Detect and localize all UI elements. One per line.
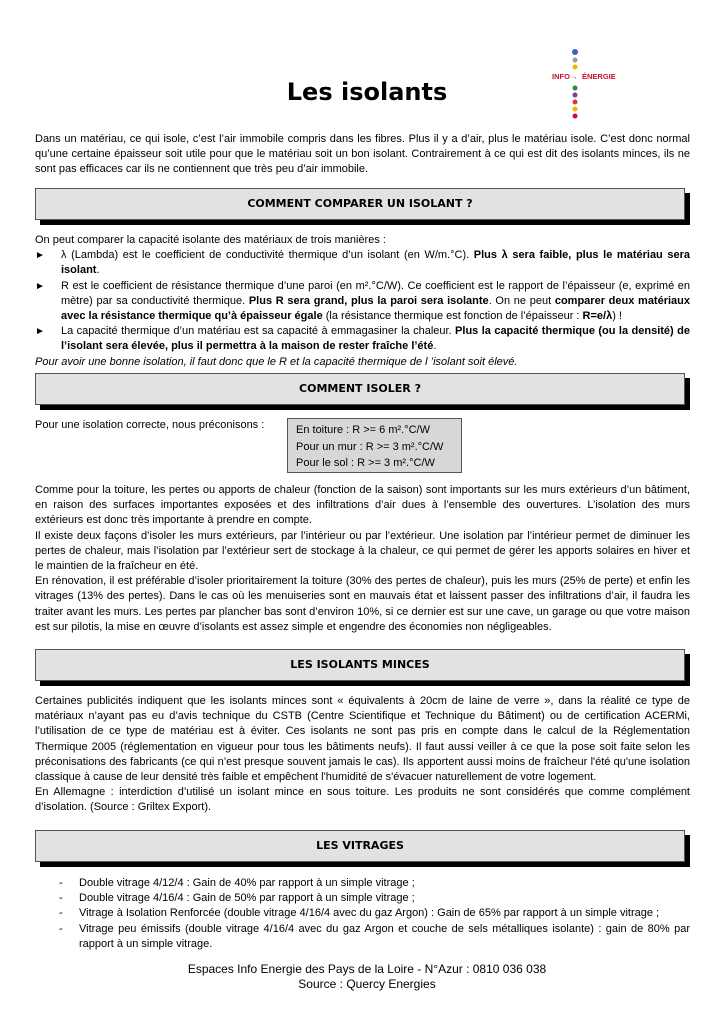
- bullet-resistance: ► R est le coefficient de résistance thermique d’une paroi (en m².°C/W). Ce coefficient est le rapport de l’épaisseur (e, exprimé en mètre) par sa conductivité thermique. Plus R sera grand, plus la paroi sera isolante. On ne peut comparer deux matériaux avec la résistance thermique qu’à épaisseur égale (la résistance thermique est fonction de l’épaisseur : R=e/λ) !: [35, 279, 690, 325]
- list-item: - Vitrage à Isolation Renforcée (double vitrage 4/16/4 avec du gaz Argon) : Gain de 65% par rapport à un simple vitrage ;: [57, 906, 690, 921]
- isoler-paragraph-1: Comme pour la toiture, les pertes ou apports de chaleur (fonction de la saison) sont importants sur les murs extérieurs d’un bâtiment, en raison des surfaces importantes exposées et des infiltrations d’air dues à l’ensemble des ouvertures. L’isolation des murs extérieurs est donc très importante à prendre en compte.: [35, 484, 690, 527]
- page-title: Les isolants: [286, 78, 448, 106]
- minces-paragraph-2: En Allemagne : interdiction d’utilisé un isolant mince en sous toiture. Les produits ne sont considérés que comme complément d’isolation. (Source : Griltex Export).: [35, 786, 690, 814]
- section-heading-compare: COMMENT COMPARER UN ISOLANT ?: [35, 188, 685, 220]
- vitrages-list-wrap: [57, 876, 690, 952]
- list-item: - Double vitrage 4/16/4 : Gain de 50% par rapport à un simple vitrage ;: [57, 891, 690, 906]
- compare-conclusion: Pour avoir une bonne isolation, il faut donc que le R et la capacité thermique de l ’isolant soit élevé.: [35, 355, 518, 368]
- section-compare-body: [35, 233, 690, 370]
- bullet-lambda: ► λ (Lambda) est le coefficient de conductivité thermique d’un isolant (en W/m.°C). Plus λ sera faible, plus le matériau sera isolant.: [35, 248, 690, 278]
- r-values-box: [287, 418, 462, 473]
- section-heading-minces: LES ISOLANTS MINCES: [35, 649, 685, 681]
- footer-contact: Espaces Info Energie des Pays de la Loire - N°Azur : 0810 036 038: [187, 962, 547, 976]
- bullet-lambda-bold: Plus λ sera faible, plus le matériau sera isolant: [61, 249, 691, 277]
- vitrages-list: [57, 876, 690, 952]
- logo-dot: [573, 65, 578, 70]
- section-isoler-body: [35, 483, 690, 635]
- r-value-floor: Pour le sol : R >= 3 m².°C/W: [296, 457, 435, 469]
- logo-text-info: INFO: [552, 72, 570, 81]
- logo-dot: [573, 58, 578, 63]
- list-item: - Vitrage peu émissifs (double vitrage 4/16/4 avec du gaz Argon et couche de sels métalliques isolante) : gain de 80% par rapport à un simple vitrage.: [57, 922, 690, 952]
- section-minces-body: [35, 694, 690, 816]
- footer-source: Source : Quercy Energies: [298, 977, 436, 991]
- bullet-capacity: ► La capacité thermique d’un matériau est sa capacité à emmagasiner la chaleur. Plus la capacité thermique (ou la densité) de l’isolant sera élevée, plus il permettra à la maison de rester fraîche l’été.: [35, 324, 690, 354]
- r-value-roof: En toiture : R >= 6 m².°C/W: [296, 424, 430, 436]
- logo-dot: [573, 114, 578, 119]
- isoler-lead: Pour une isolation correcte, nous préconisons :: [35, 419, 265, 431]
- intro-paragraph: Dans un matériau, ce qui isole, c’est l’air immobile compris dans les fibres. Plus il y a d’air, plus le matériau isole. C’est donc normal qu’une certaine épaisseur soit utile pour que le matériau soit un bon isolant. Contrairement à ce qui est dit des isolants minces, ils ne sont pas efficaces car ils ne contiennent que très peu d’air immobile.: [35, 133, 690, 176]
- section-heading-isoler: COMMENT ISOLER ?: [35, 373, 685, 405]
- section-heading-vitrages: LES VITRAGES: [35, 830, 685, 862]
- logo-arrow: →: [570, 72, 578, 81]
- isoler-paragraph-3: En rénovation, il est préférable d’isoler prioritairement la toiture (30% des pertes de chaleur), puis les murs (25% de perte) et enfin les vitrages (13% des pertes). Dans le cas où les menuiseries sont en mauvais état et laissent passer des infiltrations d’air, il faudra les traiter avant les murs. Les pertes par plancher bas sont d’environ 10%, si ce dernier est sur une cave, un garage ou que votre maison est sur pilotis, la mise en œuvre d’isolants est assez simple et engendre des économies non négligeables.: [35, 575, 690, 633]
- r-value-wall: Pour un mur : R >= 3 m².°C/W: [296, 440, 444, 453]
- logo-text-energie: ÉNERGIE: [582, 72, 616, 81]
- compare-lead: On peut comparer la capacité isolante des matériaux de trois manières :: [35, 234, 386, 246]
- list-item: - Double vitrage 4/12/4 : Gain de 40% par rapport à un simple vitrage ;: [57, 876, 690, 891]
- minces-paragraph-1: Certaines publicités indiquent que les isolants minces sont « équivalents à 20cm de laine de verre », dans la réalité ce type de matériaux n’ayant pas eu d’avis technique du CSTB (Centre Scientifique et Technique du Bâtiment) ou de certification ACERMi, l’utilisation de ce type de matériau est à éviter. Ces isolants ne sont pas pris en compte dans le calcul de la Réglementation Thermique 2005 (réglementation en vigueur pour tous les bâtiments neufs). Il faut aussi veiller à ce que la pose soit faite selon les préconisations des fabricants (ce qui n’est presque souvent jamais le cas). Ils apportent aussi moins de fraîcheur l'été qu'une isolation classique à cause de leur densité très faible et empêchent l'humidité de s'évacuer naturellement de votre logement.: [35, 695, 690, 784]
- bullet-lambda-text: λ (Lambda) est le coefficient de conductivité thermique d’un isolant (en W/m.°C).: [61, 249, 474, 262]
- logo-dot: [572, 49, 578, 55]
- isoler-paragraph-2: Il existe deux façons d’isoler les murs extérieurs, par l’intérieur ou par l’extérieur. Une isolation par l’intérieur permet de diminuer les pertes de chaleur, mais l’isolation par l’extérieur sert de stockage à la chaleur, ce qui permet de gérer les apports solaires en hiver et le maintien de la fraîcheur en été.: [35, 529, 690, 573]
